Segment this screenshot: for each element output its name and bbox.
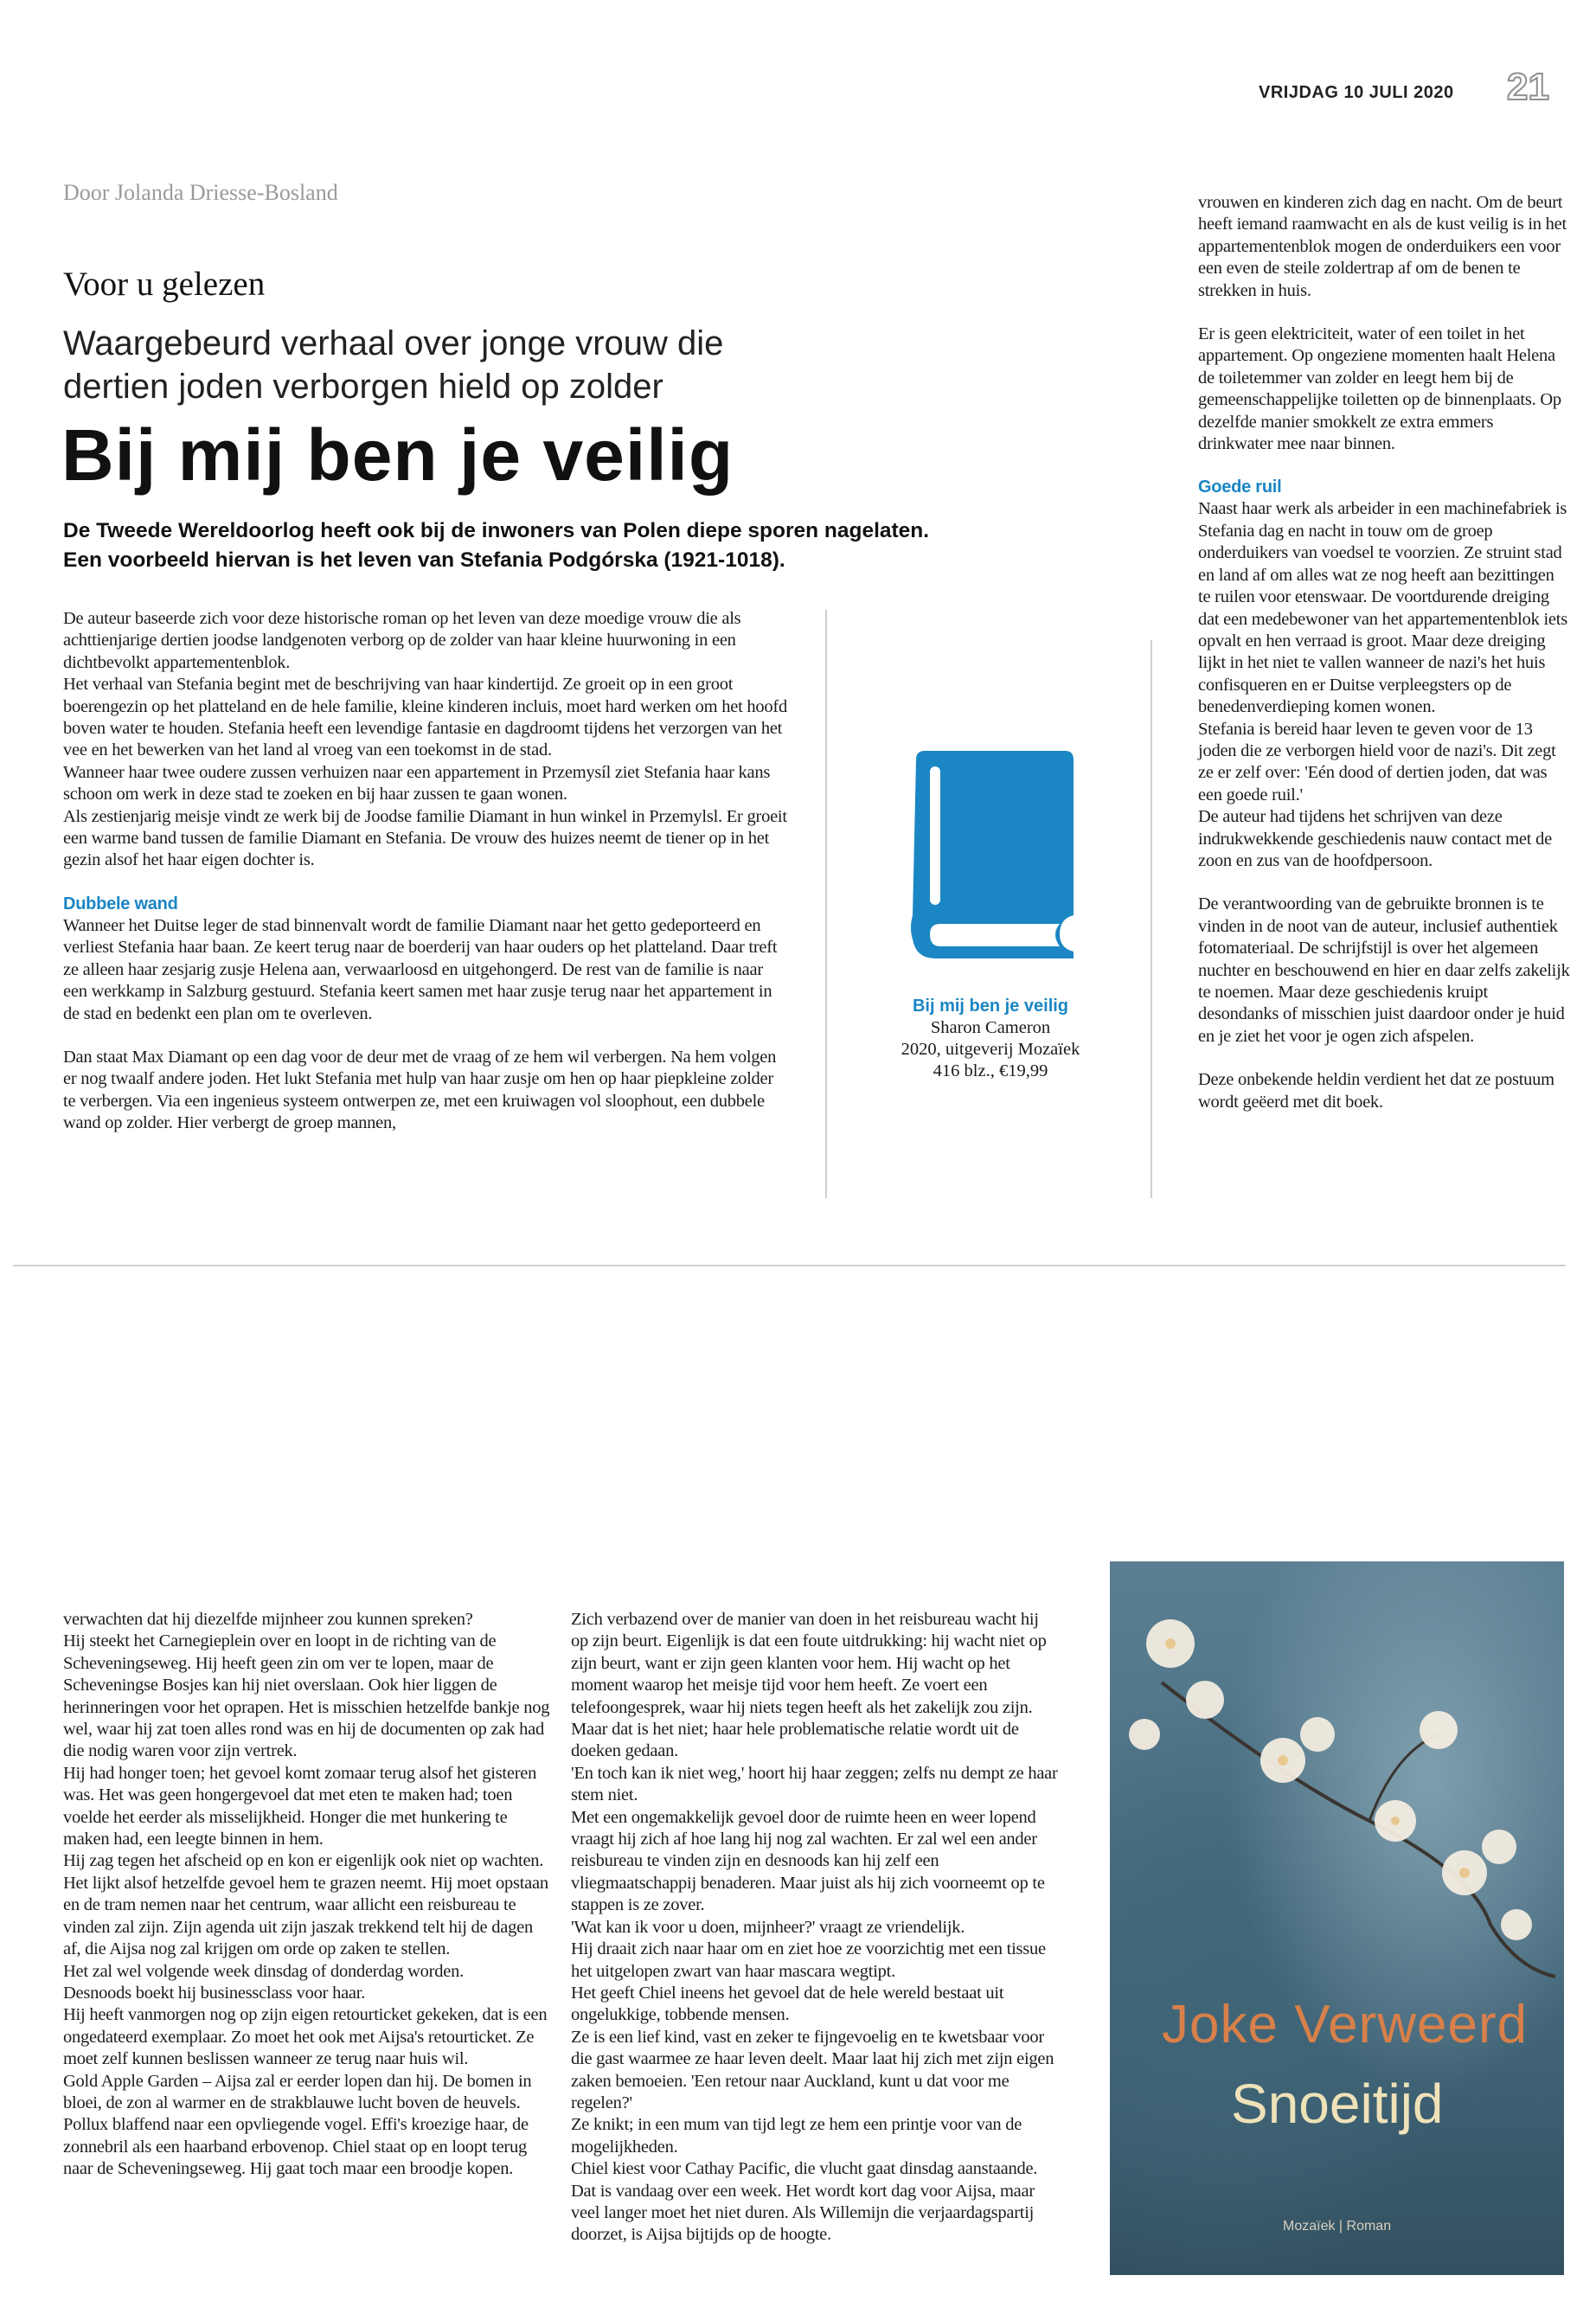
paragraph: De auteur baseerde zich voor deze historische roman op het leven van deze moedige vrouw die als achttienjarige dertien joodse landgenoten verborg op de zolder van haar kleine huurwoning in een dichtbevolkt appartementenblok. [63,609,741,672]
paragraph: Met een ongemakkelijk gevoel door de ruimte heen en weer lopend vraagt hij zich af hoe lang hij nog zal wachten. Er zal wel een ander reisbureau te vinden zijn en desnoods kan hij zelf een vliegmaatschappij benaderen. Maar juist als hij zich voorneemt op te stappen is ze zover. [571,1807,1045,1915]
paragraph: Wanneer het Duitse leger de stad binnenvalt wordt de familie Diamant naar het getto gedeporteerd en verliest Stefania haar baan. Ze keert terug naar de boerderij van haar ouders op het platteland. Daar treft ze alleen haar zesjarig zusje Helena aan, verwaarloosd en uitgehongerd. De rest van de familie is naar een werkkamp in Salzburg gestuurd. Stefania keert samen met haar zusje terug naar het appartement in de stad en bedenkt een plan om te overleven. [63,915,778,1023]
paragraph: Hij zag tegen het afscheid op en kon er eigenlijk ook niet op wachten. [63,1851,544,1871]
article-column-1 [63,608,790,1135]
book-title: Bij mij ben je veilig [912,997,1069,1016]
page-date: VRIJDAG 10 JULI 2020 [1259,83,1454,102]
paragraph: verwachten dat hij diezelfde mijnheer zou kunnen spreken? [63,1610,473,1629]
paragraph: Wanneer haar twee oudere zussen verhuizen naar een appartement in Przemysíl ziet Stefania haar kans schoon om werk in deze stad te zoeken en bij haar zussen te gaan wonen. [63,762,771,804]
paragraph: De verantwoording van de gebruikte bronnen is te vinden in de noot van de auteur, inclusief authentiek fotomateriaal. De schrijfstijl is over het algemeen nuchter en beschouwend en hier en daar zelfs zakelijk te noemen. Maar deze geschiedenis kruipt desondanks of misschien juist daardoor onder je huid en je ziet het voor je ogen zich afspelen. [1198,894,1570,1046]
paragraph: Hij steekt het Carnegieplein over en loopt in de richting van de Scheveningseweg. Hij heeft geen zin om ver te lopen, maar de Scheveningse Bosjes kan hij niet overslaan. Ook hier liggen de herinneringen voor het oprapen. Het is misschien hetzelfde bankje nog wel, waar hij zat toen alles rond was en hij de documenten op zak had die nodig waren voor zijn vertrek. [63,1631,550,1761]
book-info [852,995,1129,1082]
column-divider [1151,640,1152,1198]
book-publisher: 2020, uitgeverij Mozaïek [901,1040,1080,1059]
paragraph: Hij draait zich naar haar om en ziet hoe ze voorzichtig met een tissue het uitgelopen zwart van haar mascara wegtipt. [571,1939,1046,1981]
paragraph: Het geeft Chiel ineens het gevoel dat de hele wereld bestaat uit ongelukkige, tobbende mensen. [571,1983,1004,2025]
cover-author: Joke Verweerd [1162,1995,1529,2054]
section-label: Voor u gelezen [63,266,266,303]
paragraph: Hij had honger toen; het gevoel komt zomaar terug alsof het gisteren was. Het was geen hongergevoel dat met eten te maken had; toen voelde het eerder als misselijkheid. Honger die met hunkering te maken had, een leegte binnen in hem. [63,1763,537,1849]
excerpt-column-a [63,1609,552,2181]
paragraph: Deze onbekende heldin verdient het dat ze postuum wordt geëerd met dit boek. [1198,1070,1554,1112]
cover-title: Snoeitijd [1231,2073,1444,2135]
article-title: Bij mij ben je veilig [61,414,734,496]
subtitle [63,322,723,408]
cover-imprint: Mozaïek | Roman [1283,2219,1392,2234]
column-divider [825,610,827,1198]
paragraph: De auteur had tijdens het schrijven van deze indrukwekkende geschiedenis nauw contact met de zoon en zus van de hoofdpersoon. [1198,807,1552,870]
paragraph: Dan staat Max Diamant op een dag voor de deur met de vraag of ze hem wil verbergen. Na hem volgen er nog twaalf andere joden. Het lukt Stefania met hulp van haar zusje om hen op haar piepkleine zolder te verbergen. Via een ingenieus systeem ontwerpen ze, met een kruiwagen vol sloophout, een dubbele wand op zolder. Hier verbergt de groep mannen, [63,1047,777,1133]
paragraph: Er is geen elektriciteit, water of een toilet in het appartement. Op ongeziene momenten haalt Helena de toiletemmer van zolder en leegt hem bij de gemeenschappelijke toiletten op de binnenplaats. Op dezelfde manier smokkelt ze extra emmers drinkwater mee naar binnen. [1198,324,1561,454]
paragraph: Gold Apple Garden – Aijsa zal er eerder lopen dan hij. De bomen in bloei, de zon al warmer en de strakblauwe lucht boven de heuvels. Pollux blaffend naar een opvliegende vogel. Effi's kroezige haar, de zonnebril als een haarband erbovenop. Chiel staat op en loopt terug naar de Scheveningseweg. Hij gaat toch maar een broodje kopen. [63,2071,532,2179]
paragraph: Chiel kiest voor Cathay Pacific, die vlucht gaat dinsdag aanstaande. Dat is vandaag over een week. Het wordt kort dag voor Aijsa, maar veel langer moet het niet duren. Als Willemijn die verjaardagspartij doorzet, is Aijsa bijtijds op de hoogte. [571,2159,1038,2245]
page-number: 21 [1507,66,1549,108]
lead-line: Een voorbeeld hiervan is het leven van Stefania Podgórska (1921-1018). [63,548,785,572]
subheading-goede-ruil: Goede ruil [1198,478,1282,497]
subtitle-line: Waargebeurd verhaal over jonge vrouw die [63,324,724,362]
subtitle-line: dertien joden verborgen hield op zolder [63,368,663,406]
blossom-branch-illustration [1110,1561,1564,2275]
paragraph: Desnoods boekt hij businessclass voor haar. [63,1983,366,2003]
excerpt-column-b [571,1609,1060,2247]
paragraph: Zich verbazend over de manier van doen in het reisbureau wacht hij op zijn beurt. Eigenlijk is dat een foute uitdrukking: hij wacht niet op zijn beurt, want er zijn geen klanten voor hem. Hij wacht op het moment waarop het meisje tijd voor hem heeft. Ze voert een telefoongesprek, waar hij niets tegen heeft als het zakelijk zou zijn. Maar dat is het niet; haar hele problematische relatie wordt uit de doeken gedaan. [571,1610,1047,1761]
lead-line: De Tweede Wereldoorlog heeft ook bij de inwoners van Polen diepe sporen nagelaten. [63,519,930,542]
book-icon [904,751,1077,963]
subheading-dubbele-wand: Dubbele wand [63,894,178,913]
paragraph: Naast haar werk als arbeider in een machinefabriek is Stefania dag en nacht in touw om de groep onderduikers van voedsel te voorzien. Ze struint stad en land af om alles wat ze nog heeft aan bezittingen te ruilen voor etenswaar. De voortdurende dreiging dat een medebewoner van het appartementenblok iets opvalt en hen verraad is groot. Maar deze dreiging lijkt in het niet te vallen wanneer de nazi's het huis confisqueren en er Duitse verpleegsters op de benedenverdieping komen wonen. [1198,499,1567,717]
paragraph: 'Wat kan ik voor u doen, mijnheer?' vraagt ze vriendelijk. [571,1917,965,1937]
book-details: 416 blz., €19,99 [933,1061,1048,1080]
book-cover-image [1110,1561,1564,2275]
paragraph: Het lijkt alsof hetzelfde gevoel hem te grazen neemt. Hij moet opstaan en de tram nemen naar het centrum, waar allicht een reisbureau te vinden zal zijn. Zijn agenda uit zijn jaszak trekkend telt hij de dagen af, die Aijsa nog zal krijgen om orde op zaken te stellen. [63,1873,548,1959]
section-rule [13,1265,1566,1266]
book-author: Sharon Cameron [930,1018,1051,1037]
article-column-3 [1198,192,1570,1113]
paragraph: Stefania is bereid haar leven te geven voor de 13 joden die ze verborgen hield voor de nazi's. Dit zegt ze er zelf over: 'Eén dood of dertien joden, dat was een goede ruil.' [1198,719,1556,804]
lead [63,516,929,575]
paragraph: Als zestienjarig meisje vindt ze werk bij de Joodse familie Diamant in hun winkel in Przemylsl. Er groeit een warme band tussen de familie Diamant en Stefania. De vrouw des huizes neemt de tiener op in het gezin alsof het haar eigen dochter is. [63,806,787,870]
byline: Door Jolanda Driesse-Bosland [63,180,338,205]
paragraph: 'En toch kan ik niet weg,' hoort hij haar zeggen; zelfs nu dempt ze haar stem niet. [571,1763,1058,1805]
paragraph: vrouwen en kinderen zich dag en nacht. Om de beurt heeft iemand raamwacht en als de kust veilig is in het appartementenblok mogen de onderduikers een voor een even de steile zoldertrap af om de benen te strekken in huis. [1198,193,1567,300]
paragraph: Het verhaal van Stefania begint met de beschrijving van haar kindertijd. Ze groeit op in een groot boerengezin op het platteland en de hele familie, kleine kinderen incluis, moet hard werken om het hoofd boven water te houden. Stefania heeft een levendige fantasie en dagdroomt tijdens het verzorgen van het vee en het bewerken van het land al vroeg van een toekomst in de stad. [63,675,787,760]
paragraph: Ze is een lief kind, vast en zeker te fijngevoelig en te kwetsbaar voor die gast waarmee ze haar leven deelt. Maar laat hij zich met zijn eigen zaken bemoeien. 'Een retour naar Auckland, kunt u dat voor me regelen?' [571,2027,1054,2112]
paragraph: Ze knikt; in een mum van tijd legt ze hem een printje voor van de mogelijkheden. [571,2115,1022,2157]
paragraph: Hij heeft vanmorgen nog op zijn eigen retourticket gekeken, dat is een ongedateerd exemplaar. Zo moet het ook met Aijsa's retourticket. Ze moet zelf kunnen beslissen wanneer ze terug naar huis wil. [63,2005,548,2069]
paragraph: Het zal wel volgende week dinsdag of donderdag worden. [63,1961,464,1981]
